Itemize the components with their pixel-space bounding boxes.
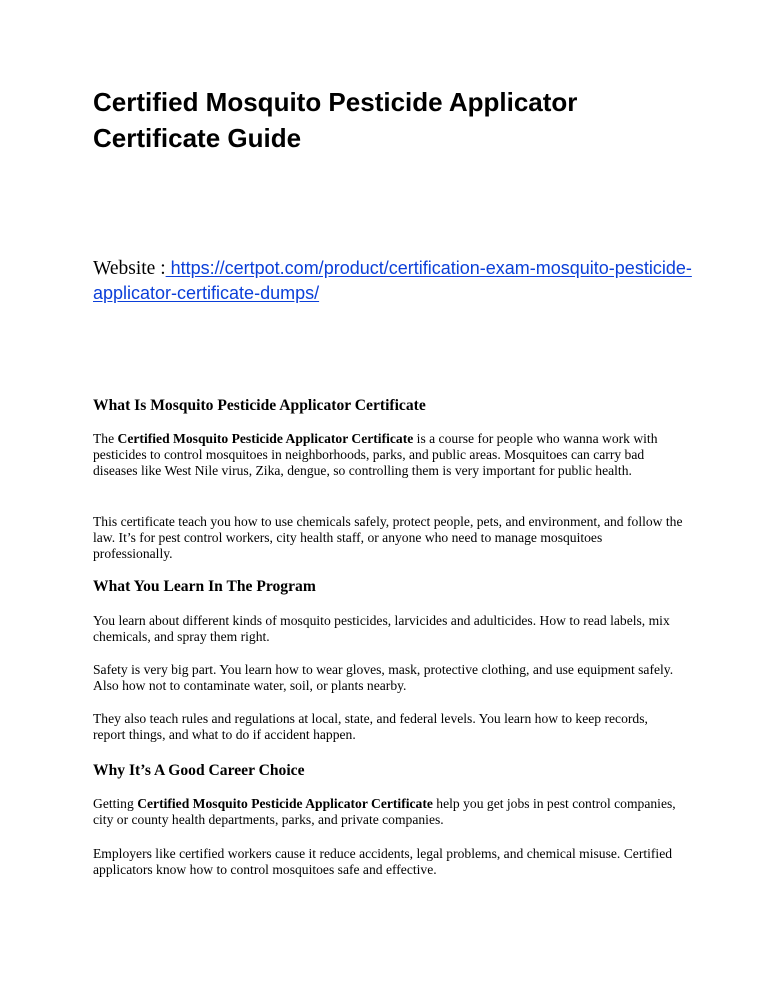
website-line bbox=[93, 256, 693, 306]
page-title: Certified Mosquito Pesticide Applicator Certificate Guide bbox=[93, 87, 578, 153]
paragraph-intro-prefix: The bbox=[93, 431, 118, 446]
section-heading-what-you-learn: What You Learn In The Program bbox=[93, 578, 316, 595]
paragraph-getting-suffix: help you get jobs in pest control companies, city or county health departments, parks, and private companies. bbox=[93, 796, 676, 827]
paragraph-intro-suffix: is a course for people who wanna work with pesticides to control mosquitoes in neighborhoods, parks, and public areas. Mosquitoes can carry bad diseases like West Nile virus, Zika, dengue, so controlling them is very important for public health. bbox=[93, 431, 658, 478]
paragraph-employers: Employers like certified workers cause it reduce accidents, legal problems, and chemical misuse. Certified applicators know how to control mosquitoes safe and effective. bbox=[93, 846, 673, 877]
website-label: Website : bbox=[93, 258, 166, 279]
paragraph-rules: They also teach rules and regulations at local, state, and federal levels. You learn how to keep records, report things, and what to do if accident happen. bbox=[93, 711, 648, 742]
paragraph-certificate-teaches: This certificate teach you how to use chemicals safely, protect people, pets, and environment, and follow the law. It’s for pest control workers, city health staff, or anyone who need to manage mosquitoes professionally. bbox=[93, 514, 683, 561]
paragraph-getting-certified bbox=[93, 796, 683, 828]
paragraph-getting-prefix: Getting bbox=[93, 796, 138, 811]
paragraph-pesticide-kinds: You learn about different kinds of mosquito pesticides, larvicides and adulticides. How to read labels, mix chemicals, and spray them right. bbox=[93, 613, 670, 644]
paragraph-getting-bold: Certified Mosquito Pesticide Applicator Certificate bbox=[137, 796, 433, 811]
section-heading-career-choice: Why It’s A Good Career Choice bbox=[93, 762, 305, 779]
paragraph-intro bbox=[93, 431, 683, 479]
paragraph-safety: Safety is very big part. You learn how to wear gloves, mask, protective clothing, and use equipment safely. Also how not to contaminate water, soil, or plants nearby. bbox=[93, 662, 674, 693]
section-heading-what-is: What Is Mosquito Pesticide Applicator Certificate bbox=[93, 397, 426, 414]
website-link[interactable]: https://certpot.com/product/certification-exam-mosquito-pesticide-applicator-certificate-dumps/ bbox=[93, 258, 692, 303]
paragraph-intro-bold: Certified Mosquito Pesticide Applicator Certificate bbox=[117, 431, 414, 446]
